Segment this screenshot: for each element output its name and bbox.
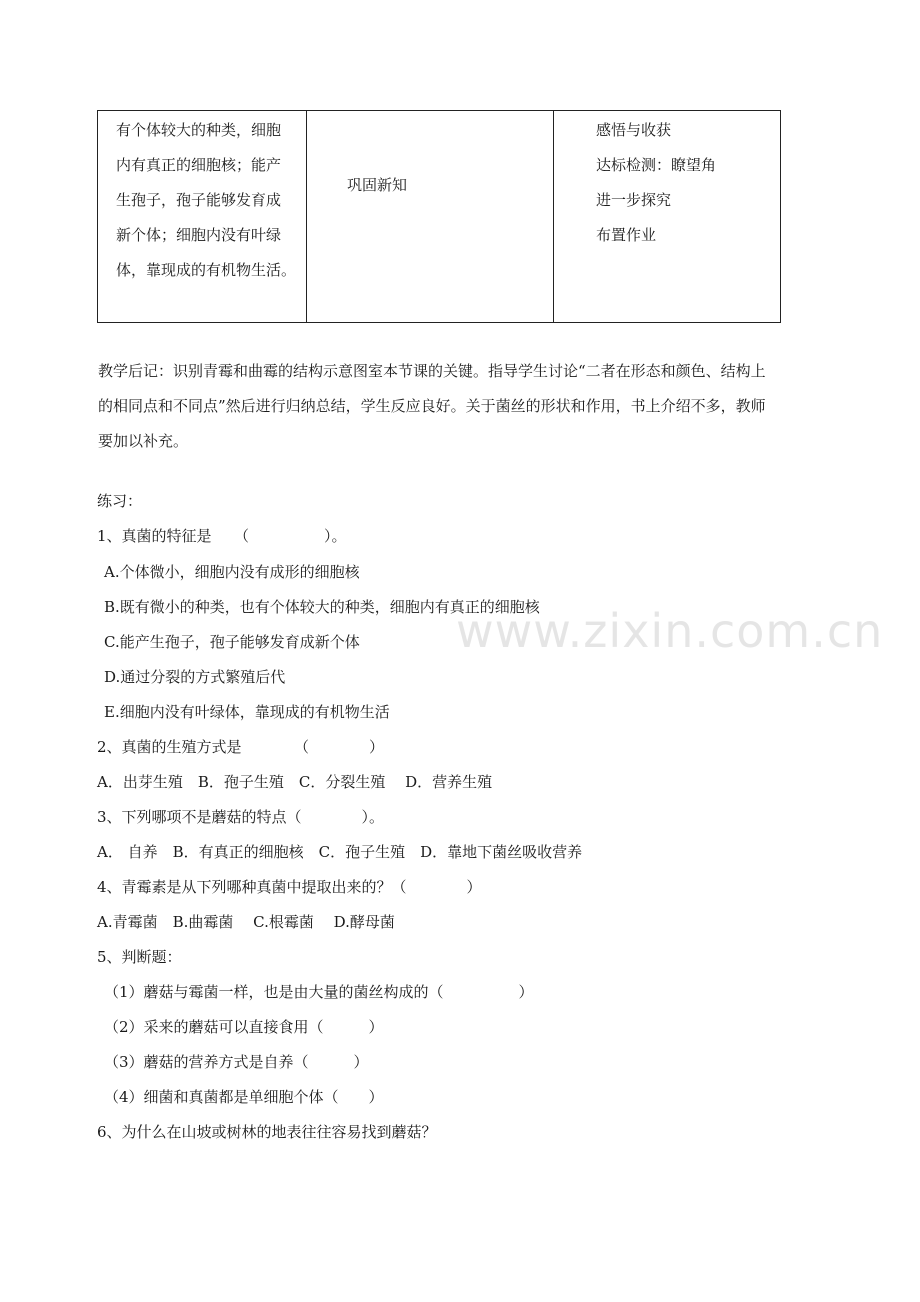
text-line: 要加以补充。 <box>98 432 189 450</box>
text-line: 内有真正的细胞核；能产 <box>116 156 282 174</box>
q1-option-c: C.能产生孢子，孢子能够发育成新个体 <box>104 633 360 651</box>
q5-item-3: （3）蘑菇的营养方式是自养（ ） <box>104 1053 369 1071</box>
table-cell-stage <box>307 111 554 323</box>
text-line: 的相同点和不同点”然后进行归纳总结，学生反应良好。关于菌丝的形状和作用，书上介绍不多，教师 <box>98 397 766 415</box>
q1-option-e: E.细胞内没有叶绿体，靠现成的有机物生活 <box>104 703 390 721</box>
text-line: 生孢子，孢子能够发育成 <box>116 191 282 209</box>
q1-option-a: A.个体微小，细胞内没有成形的细胞核 <box>104 563 360 581</box>
text-line: 布置作业 <box>596 226 657 244</box>
question-3: 3、下列哪项不是蘑菇的特点（ ）。 <box>97 808 385 826</box>
q3-options: A． 自养 B．有真正的细胞核 C．孢子生殖 D．靠地下菌丝吸收营养 <box>97 843 583 861</box>
q4-options: A.青霉菌 B.曲霉菌 C.根霉菌 D.酵母菌 <box>97 913 395 931</box>
lesson-table <box>97 110 781 323</box>
question-4: 4、青霉素是从下列哪种真菌中提取出来的？（ ） <box>97 878 482 896</box>
cell-text-middle: 巩固新知 <box>347 176 408 194</box>
text-line: 达标检测：瞭望角 <box>596 156 717 174</box>
teaching-postscript <box>98 354 833 459</box>
q5-item-1: （1）蘑菇与霉菌一样，也是由大量的菌丝构成的（ ） <box>104 983 534 1001</box>
question-5: 5、判断题： <box>97 948 182 966</box>
exercises-heading: 练习： <box>97 492 143 510</box>
text-line: 新个体；细胞内没有叶绿 <box>116 226 282 244</box>
text-line: 感悟与收获 <box>596 121 672 139</box>
q1-option-b: B.既有微小的种类，也有个体较大的种类，细胞内有真正的细胞核 <box>104 598 540 616</box>
table-cell-content <box>98 111 307 323</box>
cell-text-left <box>116 113 316 288</box>
question-2: 2、真菌的生殖方式是 （ ） <box>97 738 385 756</box>
q2-options: A．出芽生殖 B．孢子生殖 C．分裂生殖 D．营养生殖 <box>97 773 493 791</box>
watermark: www.zixin.com.cn <box>456 604 884 658</box>
cell-text-right <box>596 113 716 253</box>
table-cell-activities <box>554 111 781 323</box>
q5-item-4: （4）细菌和真菌都是单细胞个体（ ） <box>104 1088 384 1106</box>
question-1: 1、真菌的特征是 （ ）。 <box>97 527 347 545</box>
question-6: 6、为什么在山坡或树林的地表往往容易找到蘑菇？ <box>97 1123 437 1141</box>
text-line: 教学后记：识别青霉和曲霉的结构示意图室本节课的关键。指导学生讨论“二者在形态和颜色、结构上 <box>98 362 766 380</box>
text-line: 体，靠现成的有机物生活。 <box>116 261 297 279</box>
text-line: 有个体较大的种类，细胞 <box>116 121 282 139</box>
q1-option-d: D.通过分裂的方式繁殖后代 <box>104 668 286 686</box>
text-line: 进一步探究 <box>596 191 672 209</box>
q5-item-2: （2）采来的蘑菇可以直接食用（ ） <box>104 1018 384 1036</box>
